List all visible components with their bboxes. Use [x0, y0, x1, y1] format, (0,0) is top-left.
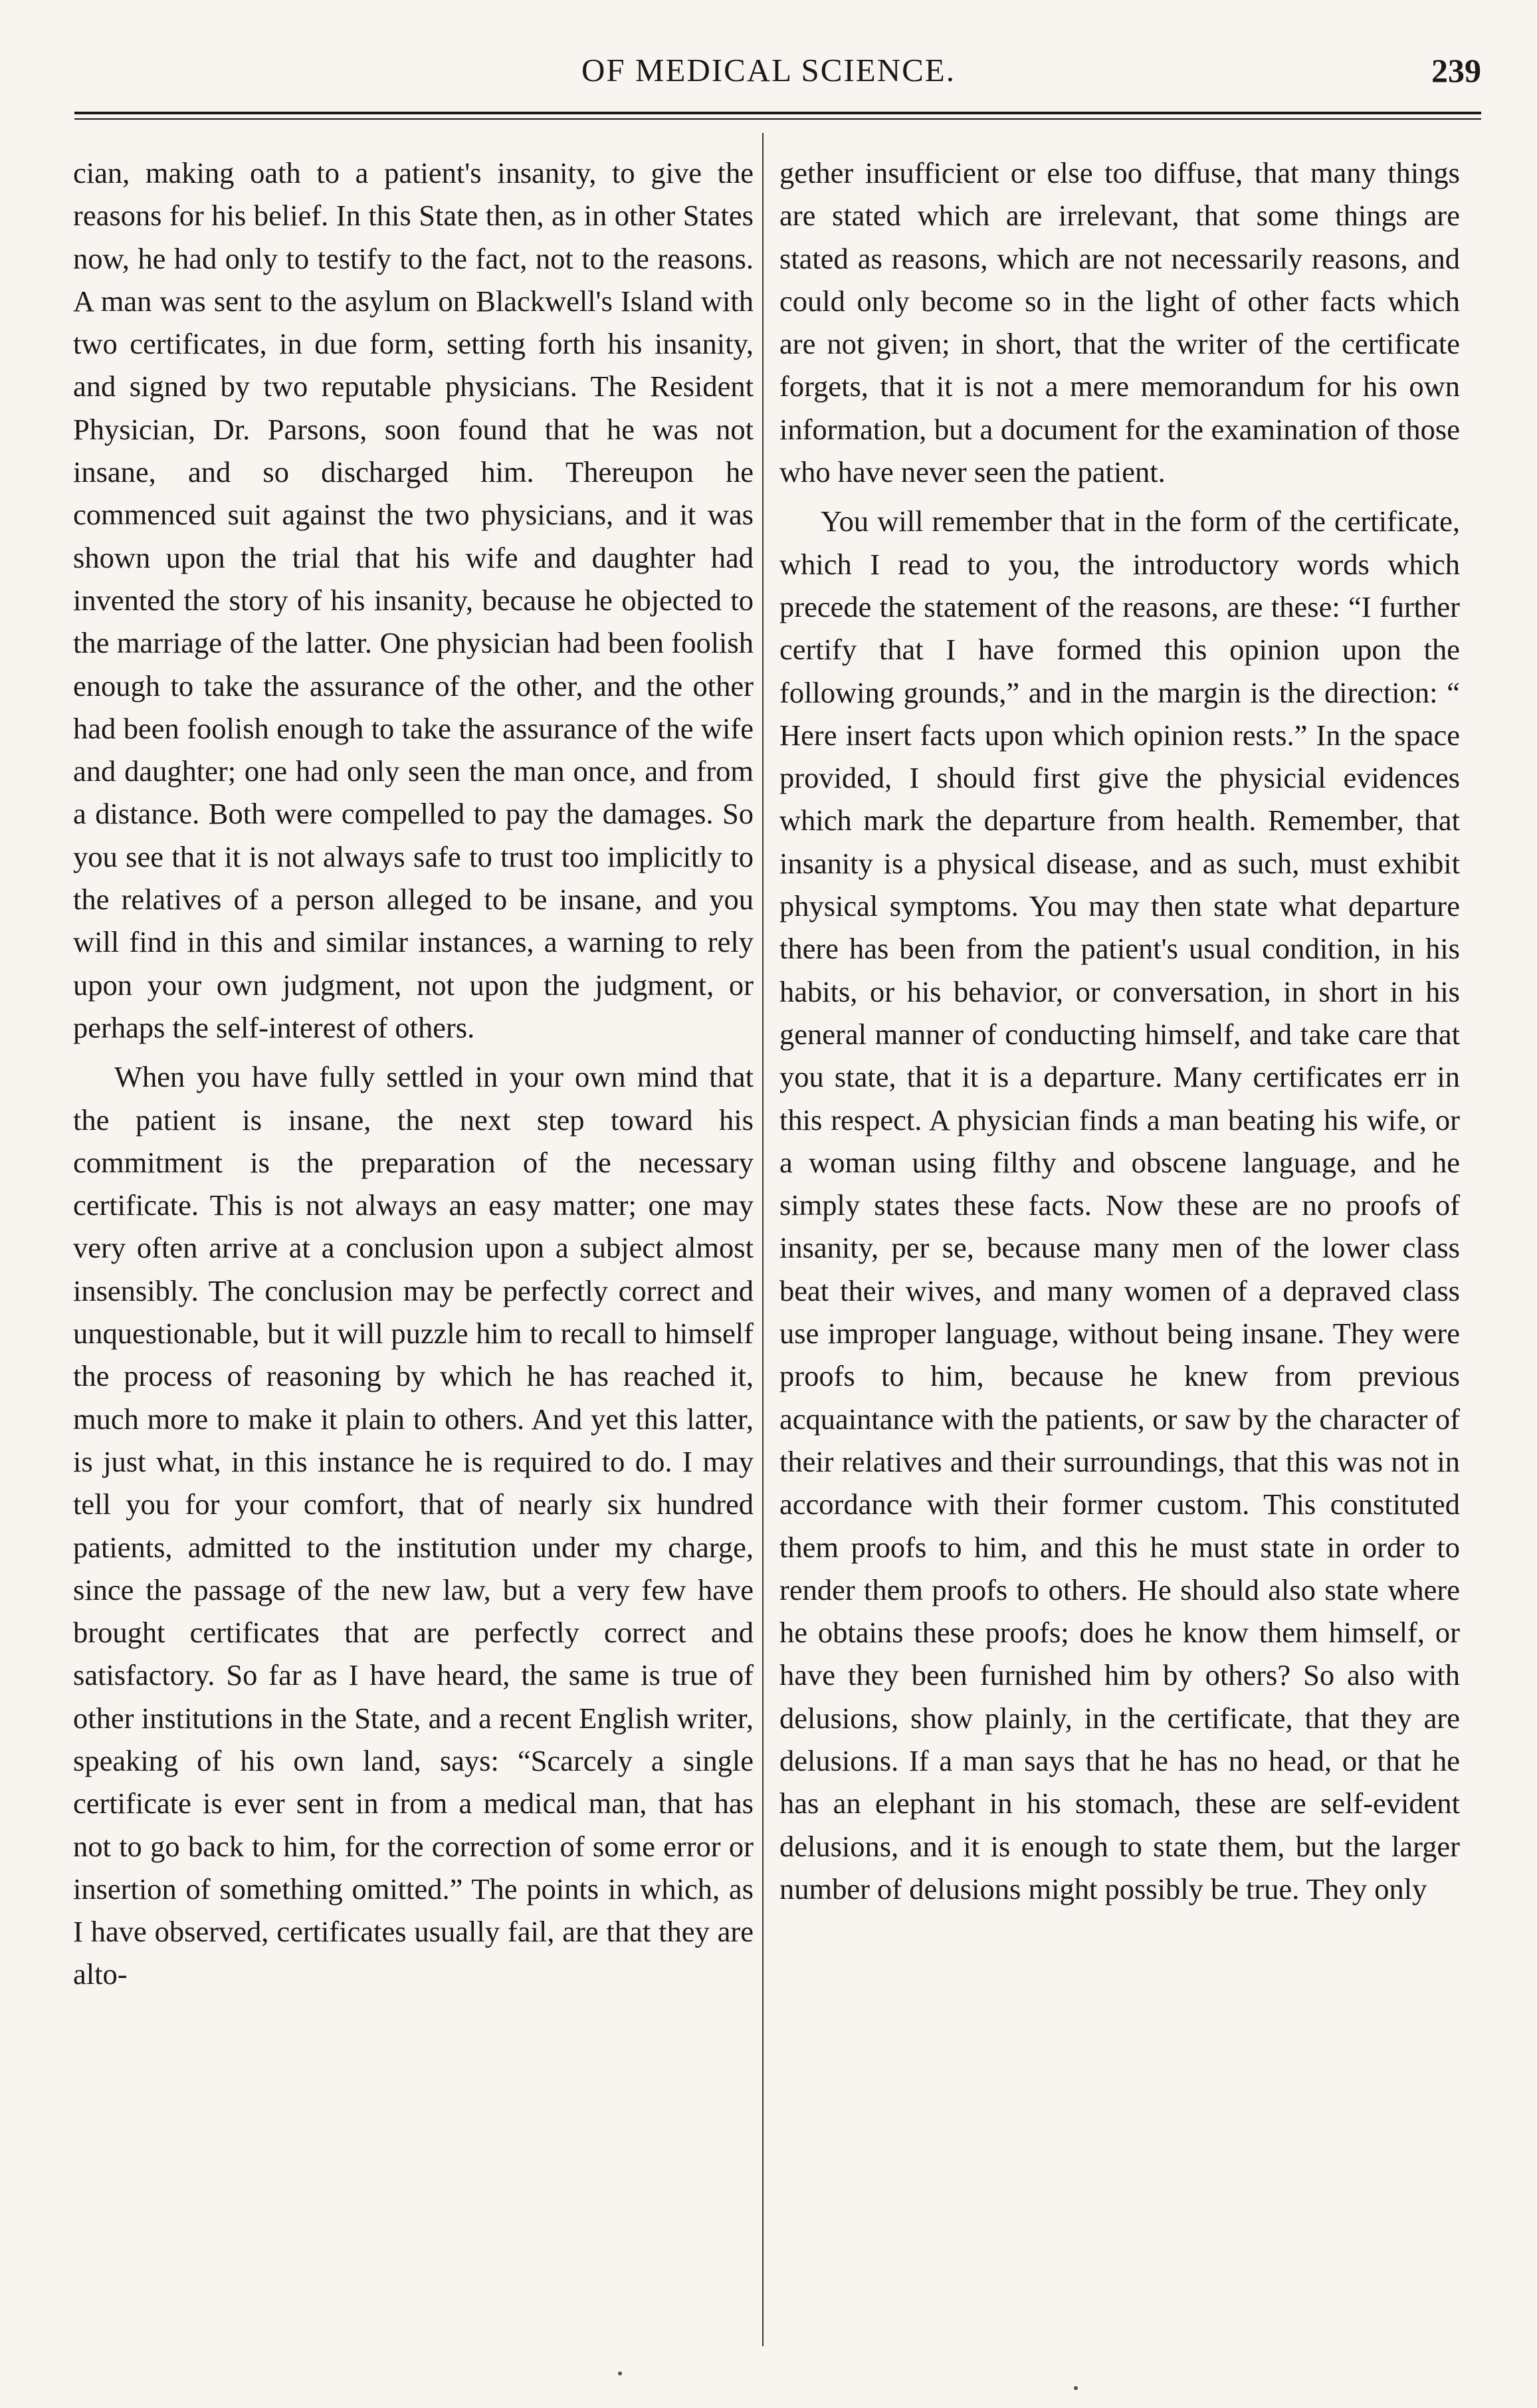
paragraph: cian, making oath to a patient's insanity, to give the reasons for his belief. In this State then, as in other States now, he had only to testify to the fact, not to the reasons. A man was sent to the asylum on Blackwell's Island with two certificates, in due form, setting forth his insanity, and signed by two reputable physicians. The Resident Physician, Dr. Parsons, soon found that he was not insane, and so discharged him. Thereupon he commenced suit against the two physicians, and it was shown upon the trial that his wife and daughter had invented the story of his insanity, because he objected to the marriage of the latter. One physician had been foolish enough to take the assurance of the other, and the other had been foolish enough to take the assurance of the wife and daughter; one had only seen the man once, and from a distance. Both were compelled to pay the damages. So you see that it is not always safe to trust too implicitly to the relatives of a person alleged to be insane, and you will find in this and similar instances, a warning to rely upon your own judgment, not upon the judgment, or perhaps the self-interest of others. [73, 156, 754, 1044]
header-rule [74, 112, 1481, 114]
page-number: 239 [1431, 52, 1481, 89]
header-rule-thin [74, 118, 1481, 120]
page-header [0, 0, 1537, 106]
paragraph: When you have fully settled in your own mind that the patient is insane, the next step toward his commitment is the preparation of the necessary certificate. This is not always an easy matter; one may very often arrive at a conclusion upon a subject almost insensibly. The conclusion may be perfectly correct and unquestionable, but it will puzzle him to recall to himself the process of reasoning by which he has reached it, much more to make it plain to others. And yet this latter, is just what, in this instance he is required to do. I may tell you for your comfort, that of nearly six hundred patients, admitted to the institution under my charge, since the passage of the new law, but a very few have brought certificates that are perfectly correct and satisfactory. So far as I have heard, the same is true of other institutions in the State, and a recent English writer, speaking of his own land, says: “Scarcely a single certificate is ever sent in from a medical man, that has not to go back to him, for the correction of some error or insertion of something omitted.” The points in which, as I have observed, certificates usually fail, are that they are alto- [73, 1060, 754, 1991]
running-title: OF MEDICAL SCIENCE. [581, 52, 956, 88]
paragraph: You will remember that in the form of the certificate, which I read to you, the introductory words which precede the statement of the reasons, are these: “I further certify that I have formed this opinion upon the following grounds,” and in the margin is the direction: “ Here insert facts upon which opinion rests.” In the space provided, I should first give the physicial evidences which mark the departure from health. Remember, that insanity is a physical disease, and as such, must exhibit physical symptoms. You may then state what departure there has been from the patient's usual condition, in his habits, or his behavior, or conversation, in short in his general manner of conducting himself, and take care that you state, that it is a departure. Many certificates err in this respect. A physician finds a man beating his wife, or a woman using filthy and obscene language, and he simply states these facts. Now these are no proofs of insanity, per se, because many men of the lower class beat their wives, and many women of a depraved class use improper language, without being insane. They were proofs to him, because he knew from previous acquaintance with the patients, or saw by the character of their relatives and their surroundings, that this was not in accordance with their former custom. This constituted them proofs to him, and this he must state in order to render them proofs to others. He should also state where he obtains these proofs; does he know them himself, or have they been furnished him by others? So also with delusions, show plainly, in the certificate, that they are delusions. If a man says that he has no head, or that he has an elephant in his stomach, these are self-evident delusions, and it is enough to state them, but the larger number of delusions might possibly be true. They only [779, 504, 1460, 1906]
right-column [779, 152, 1460, 2371]
print-speck [618, 2371, 622, 2375]
left-column [73, 152, 754, 2371]
paragraph: gether insufficient or else too diffuse, that many things are stated which are irrelevant, that some things are stated as reasons, which are not necessarily reasons, and could only become so in the light of other facts which are not given; in short, that the writer of the certificate forgets, that it is not a mere memorandum for his own information, but a document for the examination of those who have never seen the patient. [779, 156, 1460, 489]
print-speck [1074, 2386, 1078, 2390]
column-divider [762, 133, 764, 2346]
